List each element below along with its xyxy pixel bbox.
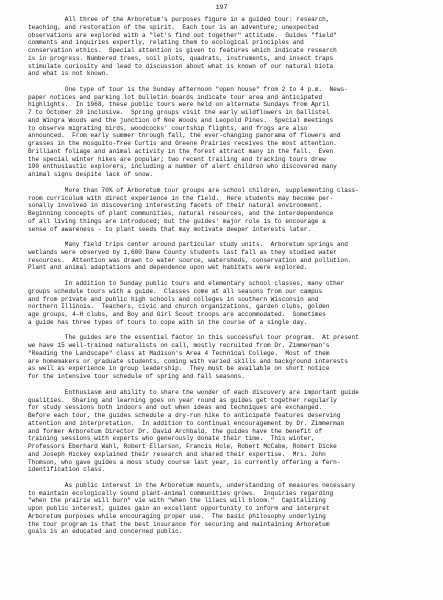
text-line: comments and inquiries expertly, relating them to ecological principles and (28, 39, 304, 47)
text-line: to maintain ecologically sound plant-animal communities grows. Inquiries regarding (28, 489, 334, 497)
page-number: 197 (215, 4, 228, 11)
text-line: upon public interest, guides gain an excellent opportunity to inform and interpret (28, 505, 330, 513)
text-line: and Wingra Woods and the junction of Noe Woods and Leopold Pines. Special meetings (28, 116, 334, 124)
text-line: the special winter hikes are popular; two recent trailing and tracking tours drew (28, 155, 326, 163)
text-line: northern Illinois. Teachers, civic and church organizations, garden clubs, golden (28, 303, 330, 311)
text-line: grasses in the mosquito-free Curtis and Greene Prairies receives the most attention. (28, 140, 337, 148)
text-line: stimulate curiosity and lead to discussion about what is known of our natural biota (28, 62, 334, 70)
paragraph (28, 389, 428, 474)
text-line: observations are explored with a "let's find out together" attitude. Guides "field" (28, 31, 337, 39)
text-line: Professors Eberhard Wahl, Robert Ellarson, Francis Hole, Robert McCabe, Robert Dicke (28, 443, 337, 451)
text-line: identification class. (28, 466, 106, 474)
text-line: are homemakers or graduate students, coming with varied skills and background interests (28, 357, 348, 365)
text-line: animal signs despite lack of snow. (28, 171, 154, 179)
text-line: for the intensive tour schedule of spring and fall seasons. (28, 373, 245, 381)
text-line: and former Arboretum Director Dr. David Archbald, the guides have the benefit of (28, 427, 323, 435)
document-body (28, 16, 428, 544)
text-line: More than 70% of Arboretum tour groups are school children, supplementing class- (28, 186, 359, 194)
text-line: One type of tour is the Sunday afternoon "open house" from 2 to 4 p.m. News- (28, 85, 348, 93)
text-line: for study sessions both indoors and out when ideas and techniques are exchanged. (28, 404, 323, 412)
paragraph (28, 334, 428, 381)
text-line: The guides are the essential factor in this successful tour program. At present (28, 334, 359, 342)
text-line: and Joseph Hickey explained their research and shared their expertise. Mrs. John (28, 450, 326, 458)
paragraph (28, 482, 428, 536)
text-line: Enthusiasm and ability to share the wonder of each discovery are important guide (28, 388, 359, 396)
text-line: Beginning concepts of plant communities, natural resources, and the interdependence (28, 210, 334, 218)
text-line: qualities. Sharing and learning goes on year round as guides get together regularly (28, 396, 337, 404)
text-line: training sessions with experts who generously donate their time. This winter, (28, 435, 315, 443)
paragraph (28, 86, 428, 179)
text-line: goals is an educated and concerned public. (28, 528, 183, 536)
text-line: 7 to October 20 inclusive. Spring groups visit the early wildflowers in Gallistel (28, 109, 330, 117)
text-line: announced. From early summer through fall, the ever-changing panorama of flowers and (28, 132, 341, 140)
text-line: 190 enthusiastic explorers, including a number of alert children who discovered many (28, 163, 337, 171)
text-line: teaching, and restoration of the spirit. Each tour is an adventure; unexpected (28, 23, 319, 31)
text-line: attention and interpretation. In addition to continual encouragement by Dr. Zimmerman (28, 419, 345, 427)
text-line: highlights. In 1968, these public tours were held on alternate Sundays from April (28, 101, 330, 109)
paragraph (28, 280, 428, 327)
text-line: as well as experience in group leadership. They must be available on short notice (28, 365, 330, 373)
text-line: Arboretum purposes while encouraging proper use. The basic philosophy underlying (28, 512, 326, 520)
text-line: sense of awareness - to plant seeds that may motivate deeper interests later. (28, 225, 312, 233)
text-line: and from private and public high schools and colleges in southern Wisconsin and (28, 295, 319, 303)
text-line: Plant and animal adaptations and dependence upon wet habitats were explored. (28, 264, 308, 272)
text-line: "when the prairie will burn" vie with "when the lilacs will bloom." Capitalizing (28, 497, 326, 505)
text-line: All three of the Arboretum's purposes figure in a guided tour: research, (28, 16, 330, 23)
text-line: age groups, 4-H clubs, and Boy and Girl Scout troops are accommodated. Sometimes (28, 311, 326, 319)
text-line: "Reading the Landscape" class at Madison's Area 4 Technical College. Most of them (28, 349, 330, 357)
text-line: Many field trips center around particular study units. Arboretum springs and (28, 241, 348, 249)
text-line: room curriculum with direct experience in the field. Here students may become per- (28, 194, 334, 202)
text-line: and what is not known. (28, 70, 109, 78)
paragraph (28, 16, 428, 78)
text-line: conservation ethics. Special attention is given to features which indicate research (28, 47, 337, 54)
text-line: As public interest in the Arboretum mounts, understanding of measures necessary (28, 481, 356, 489)
text-line: resources. Attention was drawn to water source, watersheds, conservation and pollution. (28, 256, 352, 264)
text-line: Brilliant foliage and animal activity in the forest attract many in the fall. Even (28, 147, 334, 155)
text-line: groups schedule tours with a guide. Classes come at all seasons from our campus (28, 287, 323, 295)
paragraph (28, 241, 428, 272)
text-line: Thomson, who gave guides a moss study course last year, is currently offering a fern- (28, 458, 341, 466)
text-line: sonally involved in discovering interesting facets of their natural environment. (28, 202, 323, 210)
text-line: paper notices and parking lot bulletin boards indicate tour area and anticipated (28, 93, 323, 101)
paragraph (28, 187, 428, 234)
text-line: to observe migrating birds, woodcocks' courtship flights, and frogs are also (28, 124, 308, 132)
text-line: Before each tour, the guides schedule a dry-run hike to anticipate features deserving (28, 412, 341, 420)
text-line: is in progress. Numbered trees, soil plots, quadrats, instruments, and insect traps (28, 54, 334, 62)
text-line: a guide has three types of tours to cope with in the course of a single day. (28, 318, 308, 326)
text-line: In addition to Sunday public tours and elementary school classes, many other (28, 280, 345, 288)
text-line: the tour program is that the best insurance for securing and maintaining Arboretum (28, 520, 330, 528)
text-line: wetlands were observed by 1,600 Dane County students last fall as they studied water (28, 248, 337, 256)
text-line: we have 15 well-trained naturalists on call, mostly recruited from Dr. Zimmerman's (28, 342, 330, 350)
text-line: of all living things are introduced; but the guides' major role is to encourage a (28, 217, 326, 225)
